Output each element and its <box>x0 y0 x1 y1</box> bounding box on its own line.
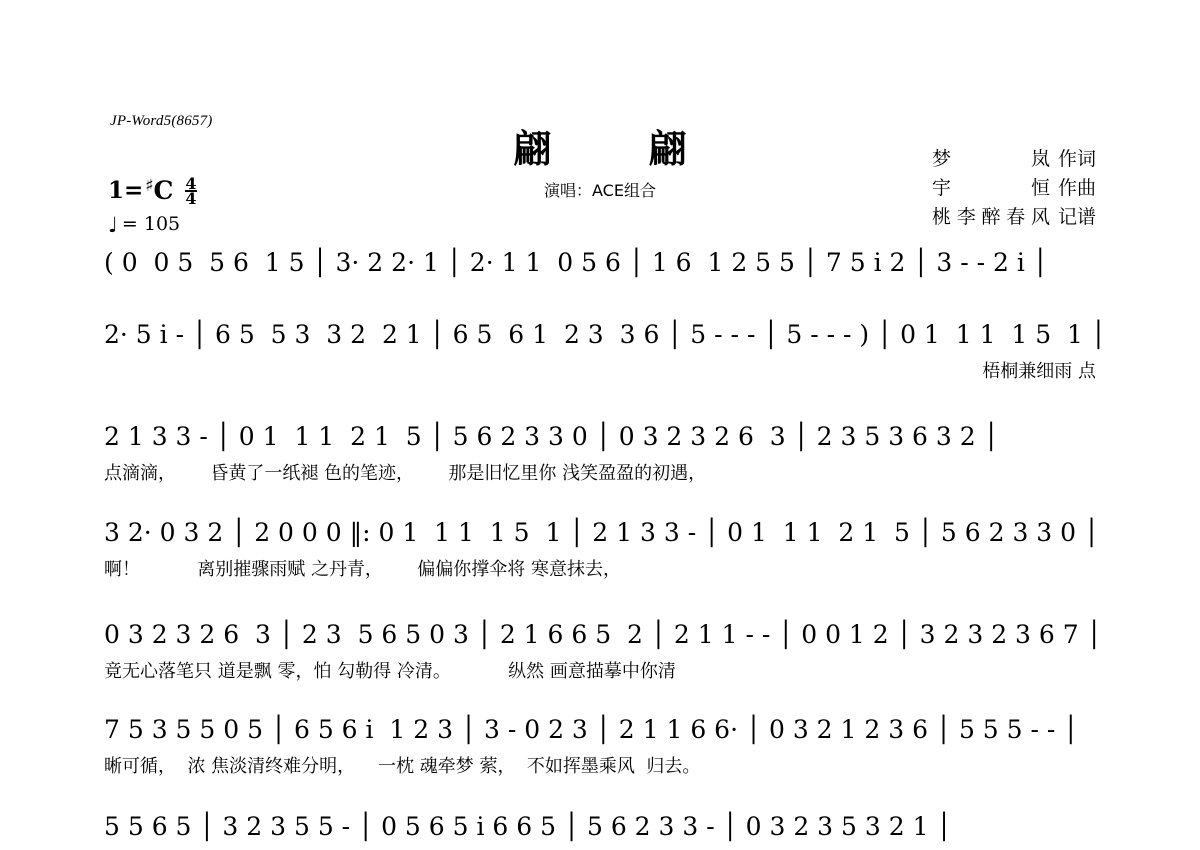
sharp-icon: ♯ <box>145 175 154 196</box>
note-line: 7 5 3 5 5 0 5 │ 6 5 6 i 1 2 3 │ 3 - 0 2 3 │ 2 1 1 6 6· │ 0 3 2 1 2 3 6 │ 5 5 5 - - │ <box>104 715 1079 744</box>
credit-name: 桃李醉春风 <box>931 206 1050 228</box>
credit-row <box>932 203 1096 232</box>
time-signature-denominator: 4 <box>185 189 197 208</box>
lyric-line: 晰可循， 浓 焦淡清终难分明， 一枕 魂牵梦 萦， 不如挥墨乘风 归去。 <box>104 756 701 777</box>
time-signature-numerator: 4 <box>185 174 197 193</box>
tempo-marking <box>108 213 197 235</box>
credit-role: 记谱 <box>1057 206 1096 228</box>
tempo-value: = 105 <box>121 213 181 235</box>
lyric-line: 梧桐兼细雨 点 <box>982 361 1096 382</box>
score-row <box>104 518 1100 582</box>
key-signature-block <box>108 176 197 235</box>
note-line: 0 3 2 3 2 6 3 │ 2 3 5 6 5 0 3 │ 2 1 6 6 5 2 │ 2 1 1 - - │ 0 0 1 2 │ 3 2 3 2 3 6 7 │ <box>104 620 1102 649</box>
credit-role: 作曲 <box>1057 177 1096 199</box>
note-line: 3 2· 0 3 2 │ 2 0 0 0 ‖: 0 1 1 1 1 5 1 │ 2 1 3 3 - │ 0 1 1 1 2 1 5 │ 5 6 2 3 3 0 │ <box>104 518 1100 547</box>
note-line: ( 0 0 5 5 6 1 5 │ 3· 2 2· 1 │ 2· 1 1 0 5 6 │ 1 6 1 2 5 5 │ 7 5 i 2 │ 3 - - 2 i │ <box>104 248 1048 277</box>
key-note: C <box>153 176 174 205</box>
score-row <box>104 320 1106 384</box>
score-row <box>104 248 1096 282</box>
score-row <box>104 620 1102 684</box>
credit-name: 梦岚 <box>931 148 1050 170</box>
note-line: 2 1 3 3 - │ 0 1 1 1 2 1 5 │ 5 6 2 3 3 0 │ 0 3 2 3 2 6 3 │ 2 3 5 3 6 3 2 │ <box>104 422 999 451</box>
quarter-note-icon: ♩ <box>108 212 118 237</box>
credit-name: 宇恒 <box>931 177 1050 199</box>
score-row <box>104 422 1096 486</box>
credits-block <box>932 145 1096 232</box>
credit-role: 作词 <box>1057 148 1096 170</box>
note-line: 2· 5 i - │ 6 5 5 3 3 2 2 1 │ 6 5 6 1 2 3 3 6 │ 5 - - - │ 5 - - - ) │ 0 1 1 1 1 5 1 │ <box>104 320 1106 349</box>
credit-row <box>932 174 1096 203</box>
lyric-line: 竟无心落笔只 道是飘 零，怕 勾勒得 冷清。 纵然 画意描摹中你清 <box>104 661 676 682</box>
note-line: 5 5 6 5 │ 3 2 3 5 5 - │ 0 5 6 5 i 6 6 5 │ 5 6 2 3 3 - │ 0 3 2 3 5 3 2 1 │ <box>104 812 952 841</box>
score-row <box>104 715 1096 779</box>
key-line <box>108 174 197 208</box>
time-signature <box>185 174 197 208</box>
key-prefix: 1= <box>108 177 144 204</box>
wordmark-label: JP-Word5(8657) <box>110 113 213 129</box>
performer-subtitle: 演唱：ACE组合 <box>544 181 656 200</box>
lyric-line: 点滴滴， 昏黄了一纸褪 色的笔迹， 那是旧忆里你 浅笑盈盈的初遇， <box>104 463 707 484</box>
page-title: 翩 翩 <box>513 127 729 171</box>
credit-row <box>932 145 1096 174</box>
score-row <box>104 812 1096 846</box>
lyric-line: 啊！ 离别摧骤雨赋 之丹青， 偏偏你撑伞将 寒意抹去， <box>104 559 621 580</box>
